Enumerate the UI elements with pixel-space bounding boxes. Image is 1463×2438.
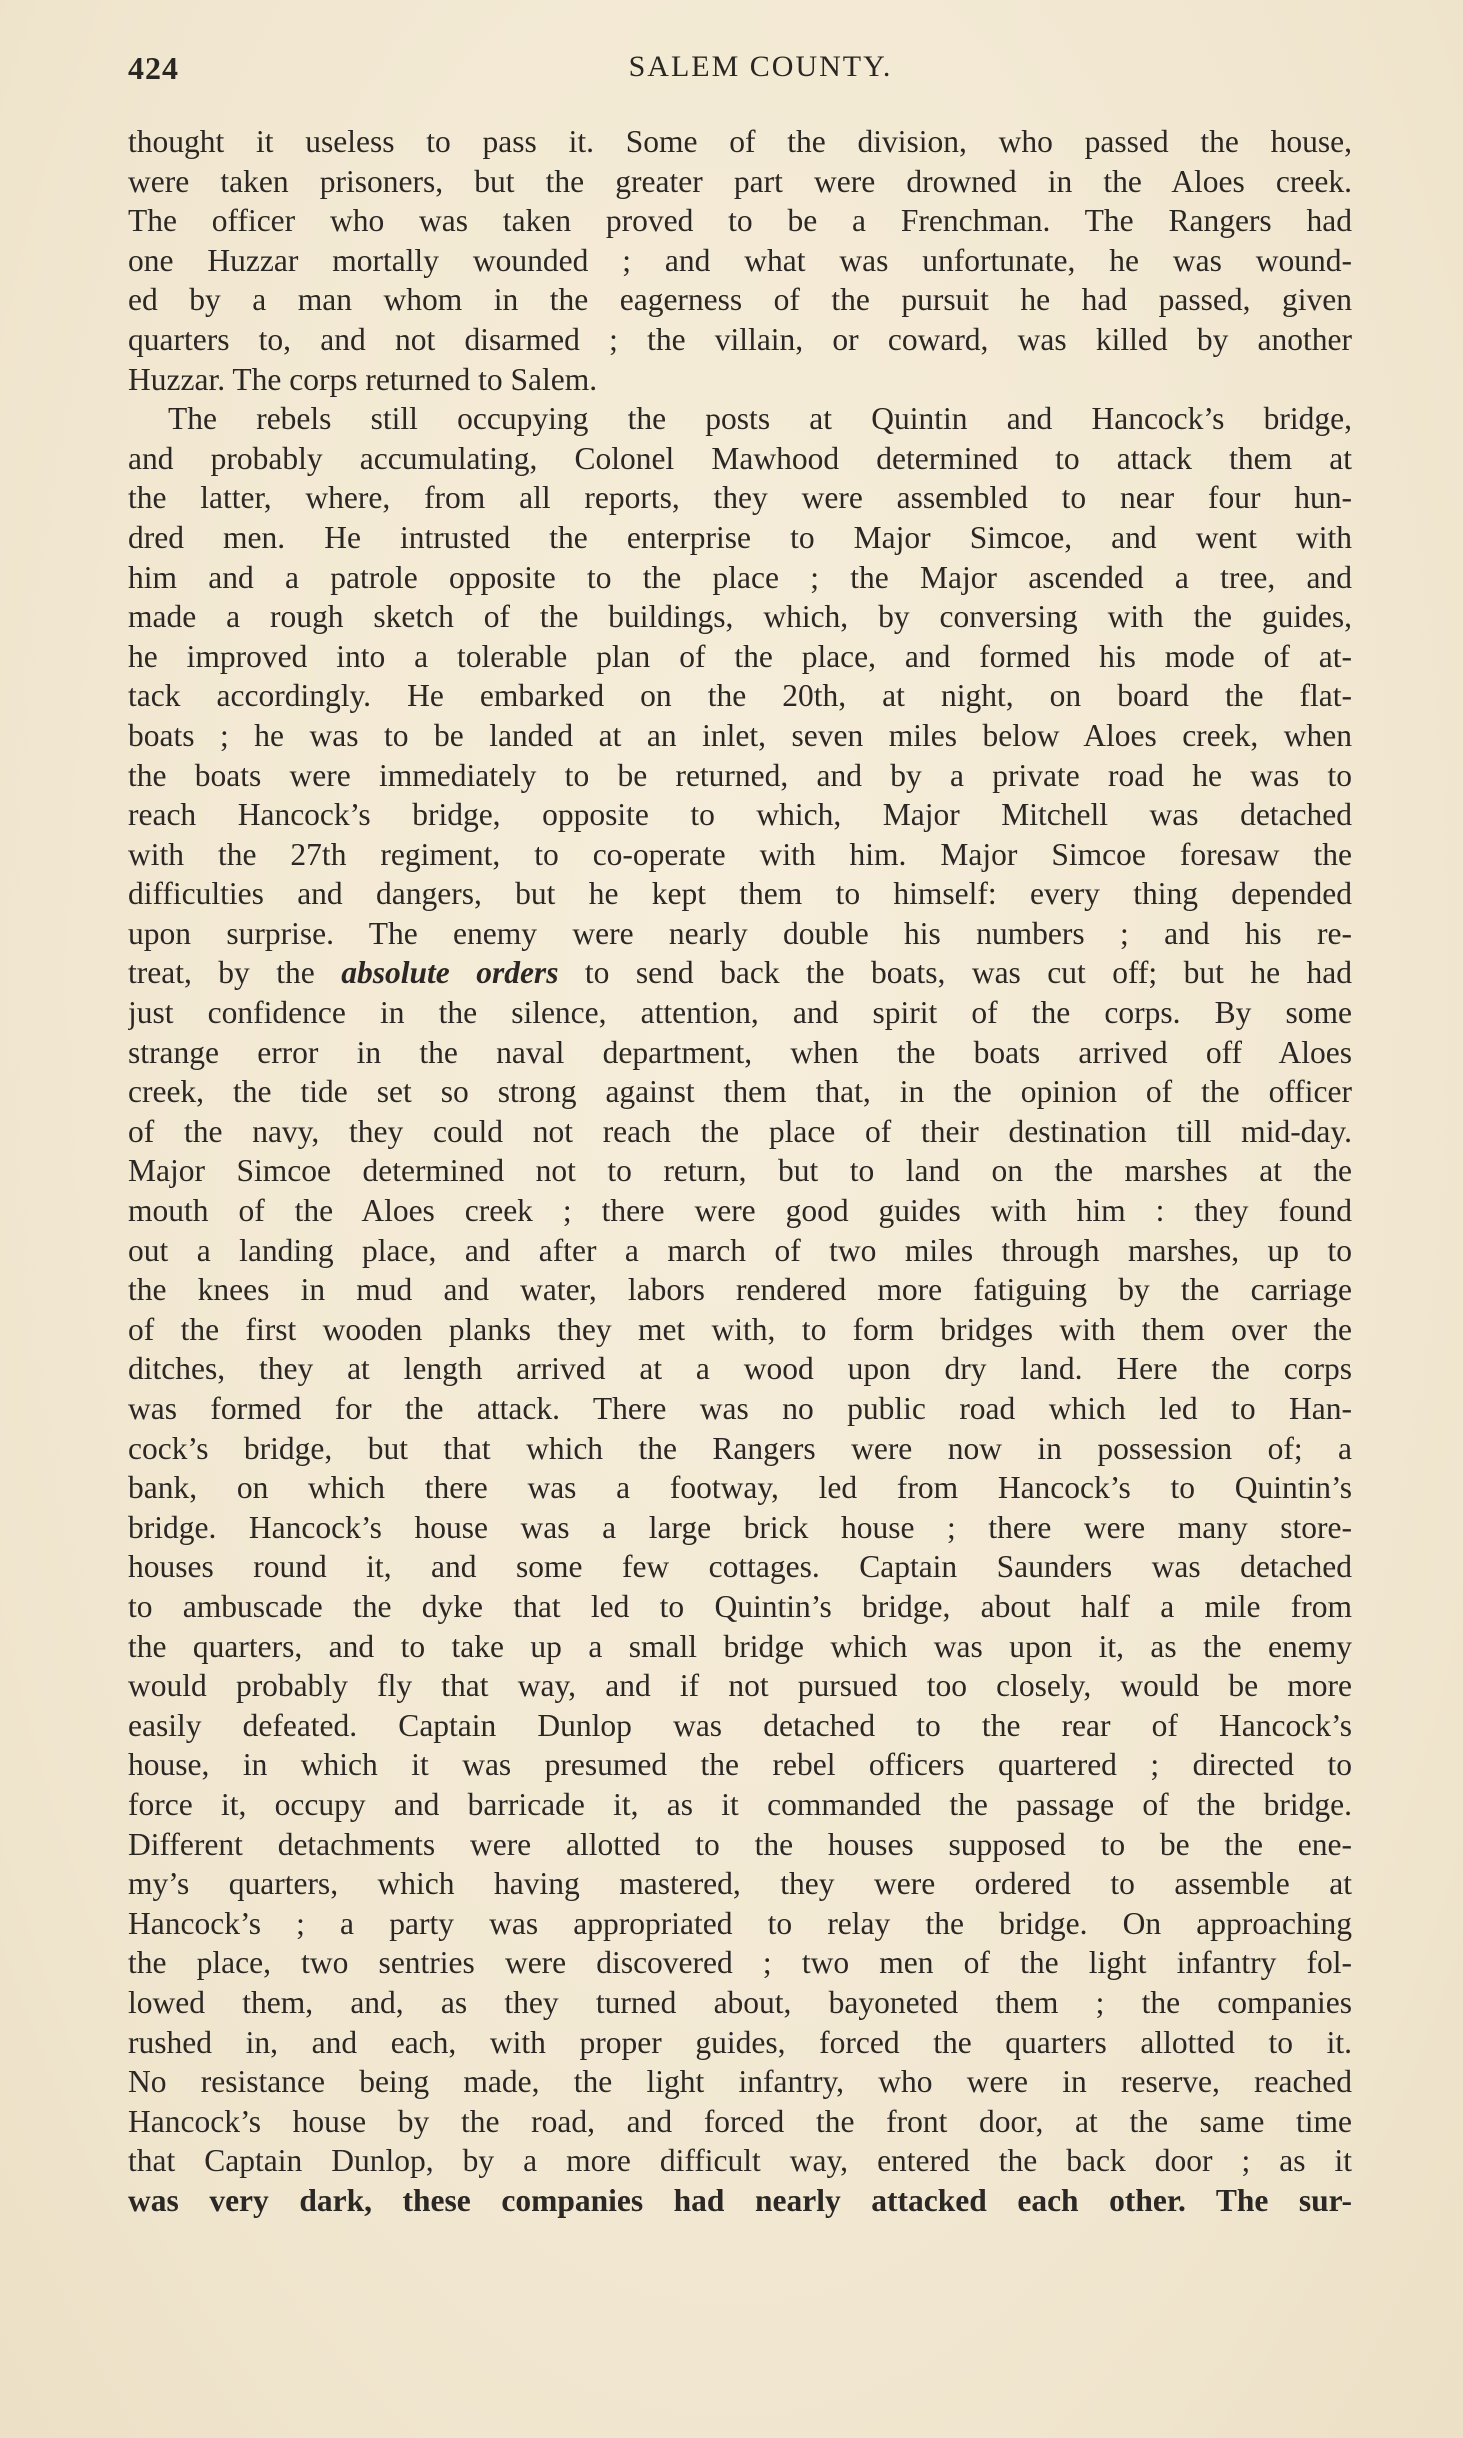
text-line: Huzzar. The corps returned to Salem. [128, 361, 598, 397]
body-text [128, 122, 1352, 2220]
text-line: and probably accumulating, Colonel Mawhood determined to attack them at [128, 440, 1352, 476]
text-line: lowed them, and, as they turned about, bayoneted them ; the companies [128, 1984, 1352, 2020]
text-line: the knees in mud and water, labors rendered more fatiguing by the carriage [128, 1272, 1352, 1308]
text-line: the place, two sentries were discovered ; two men of the light infantry fol- [128, 1945, 1352, 1981]
text-line: of the navy, they could not reach the place of their destination till mid-day. [128, 1113, 1352, 1149]
text-line: with the 27th regiment, to co-operate with him. Major Simcoe foresaw the [128, 836, 1352, 872]
text-line: houses round it, and some few cottages. Captain Saunders was detached [128, 1549, 1352, 1585]
text-line: ditches, they at length arrived at a wood upon dry land. Here the corps [128, 1351, 1352, 1387]
text-line: creek, the tide set so strong against them that, in the opinion of the officer [128, 1074, 1352, 1110]
text-line: Major Simcoe determined not to return, but to land on the marshes at the [128, 1153, 1352, 1189]
text-line: house, in which it was presumed the rebel officers quartered ; directed to [128, 1747, 1352, 1783]
text-line: No resistance being made, the light infantry, who were in reserve, reached [128, 2064, 1352, 2100]
text-line: upon surprise. The enemy were nearly double his numbers ; and his re- [128, 915, 1352, 951]
italic-emphasis: absolute orders [341, 955, 559, 991]
text-line: The officer who was taken proved to be a Frenchman. The Rangers had [128, 203, 1352, 239]
text-line: just confidence in the silence, attention, and spirit of the corps. By some [128, 995, 1352, 1031]
running-head: SALEM COUNTY. [628, 50, 893, 83]
text-line: to ambuscade the dyke that led to Quintin’s bridge, about half a mile from [128, 1588, 1352, 1624]
text-segment: treat, by the [128, 955, 342, 991]
text-line: Different detachments were allotted to the houses supposed to be the ene- [128, 1826, 1352, 1862]
text-line: tack accordingly. He embarked on the 20th, at night, on board the flat- [128, 678, 1352, 714]
text-line: thought it useless to pass it. Some of the division, who passed the house, [128, 124, 1352, 159]
text-line: him and a patrole opposite to the place ; the Major ascended a tree, and [128, 559, 1352, 595]
text-line: of the first wooden planks they met with, to form bridges with them over the [128, 1311, 1352, 1347]
text-line: difficulties and dangers, but he kept them to himself: every thing depended [128, 876, 1352, 912]
text-line: the boats were immediately to be returned, and by a private road he was to [128, 757, 1352, 793]
text-line [128, 953, 1352, 993]
text-line: my’s quarters, which having mastered, they were ordered to assemble at [128, 1866, 1352, 1902]
text-line: was very dark, these companies had nearly attacked each other. The sur- [128, 2182, 1352, 2218]
text-line: bridge. Hancock’s house was a large brick house ; there were many store- [128, 1509, 1352, 1545]
text-line: Hancock’s ; a party was appropriated to relay the bridge. On approaching [128, 1905, 1352, 1941]
text-line: was formed for the attack. There was no public road which led to Han- [128, 1391, 1352, 1426]
text-line: boats ; he was to be landed at an inlet, seven miles below Aloes creek, when [128, 717, 1352, 753]
text-line: dred men. He intrusted the enterprise to Major Simcoe, and went with [128, 519, 1352, 555]
text-line: rushed in, and each, with proper guides, forced the quarters allotted to it. [128, 2024, 1352, 2060]
text-line: force it, occupy and barricade it, as it commanded the passage of the bridge. [128, 1786, 1352, 1822]
page-header [128, 44, 1353, 94]
text-line: were taken prisoners, but the greater part were drowned in the Aloes creek. [128, 163, 1352, 199]
text-line: one Huzzar mortally wounded ; and what was unfortunate, he was wound- [128, 242, 1352, 278]
page-number: 424 [128, 50, 179, 86]
text-line: easily defeated. Captain Dunlop was detached to the rear of Hancock’s [128, 1707, 1352, 1743]
text-line: quarters to, and not disarmed ; the villain, or coward, was killed by another [128, 321, 1352, 357]
text-line: bank, on which there was a footway, led from Hancock’s to Quintin’s [128, 1470, 1352, 1506]
text-line: would probably fly that way, and if not pursued too closely, would be more [128, 1668, 1352, 1704]
text-line: the latter, where, from all reports, they were assembled to near four hun- [128, 480, 1352, 516]
text-line: reach Hancock’s bridge, opposite to which, Major Mitchell was detached [128, 797, 1352, 833]
text-line: strange error in the naval department, when the boats arrived off Aloes [128, 1034, 1352, 1070]
text-line: he improved into a tolerable plan of the place, and formed his mode of at- [128, 638, 1352, 674]
text-line: cock’s bridge, but that which the Rangers were now in possession of; a [128, 1430, 1352, 1466]
text-line: made a rough sketch of the buildings, which, by conversing with the guides, [128, 599, 1352, 635]
text-segment: to send back the boats, was cut off; but he had [558, 955, 1352, 991]
text-line: that Captain Dunlop, by a more difficult way, entered the back door ; as it [128, 2143, 1352, 2179]
text-line: out a landing place, and after a march of two miles through marshes, up to [128, 1232, 1352, 1268]
text-line: The rebels still occupying the posts at Quintin and Hancock’s bridge, [168, 401, 1352, 437]
text-line: Hancock’s house by the road, and forced the front door, at the same time [128, 2103, 1352, 2139]
text-line: the quarters, and to take up a small bridge which was upon it, as the enemy [128, 1628, 1352, 1664]
text-line: mouth of the Aloes creek ; there were good guides with him : they found [128, 1193, 1352, 1229]
text-line: ed by a man whom in the eagerness of the pursuit he had passed, given [128, 282, 1352, 318]
